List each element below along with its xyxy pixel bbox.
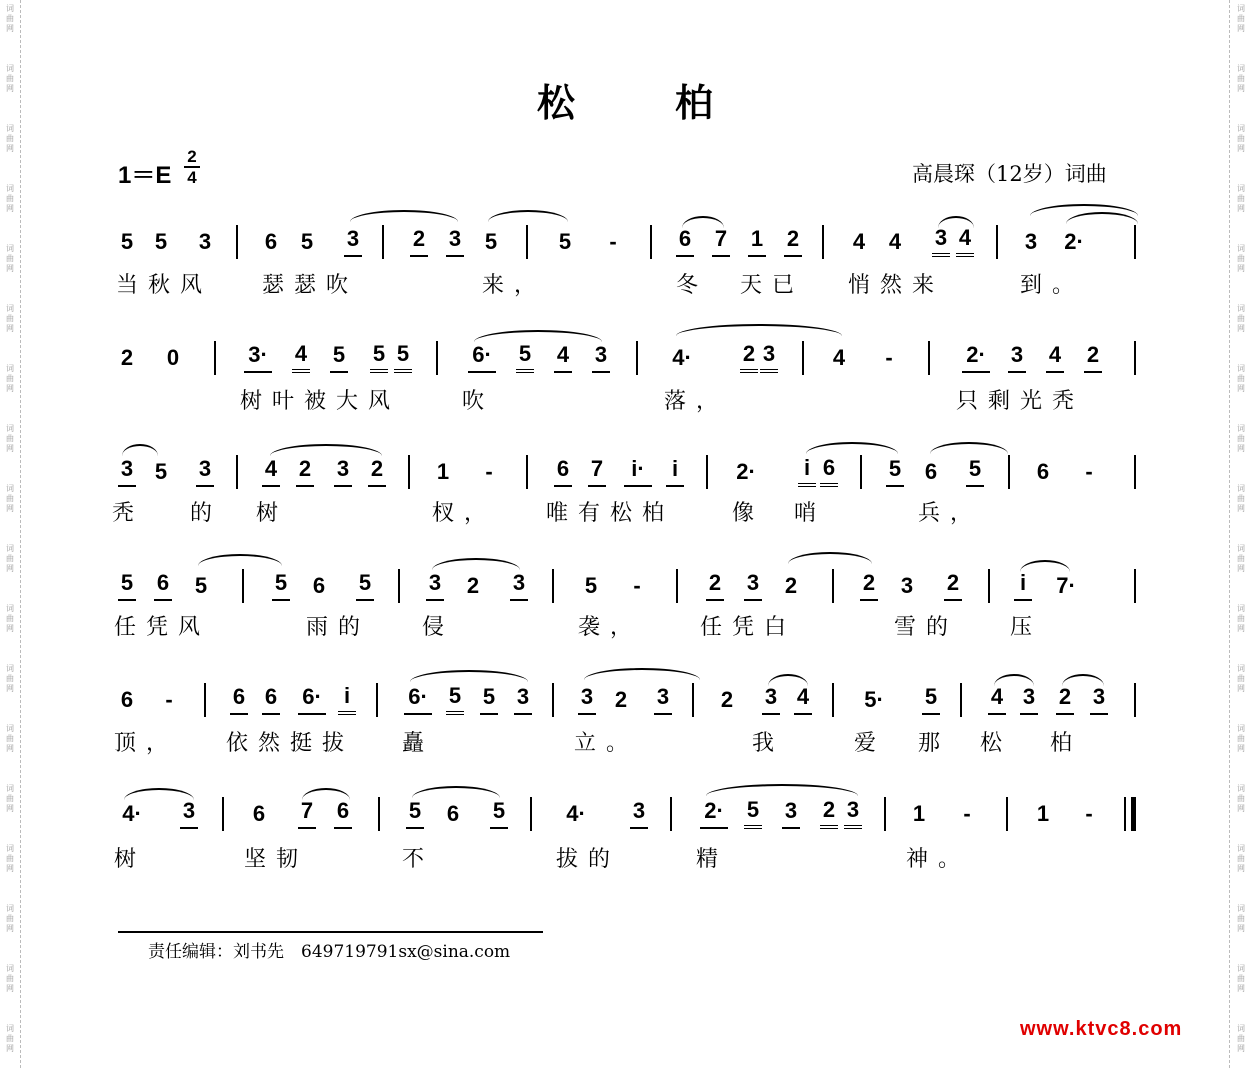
score-row-3 xyxy=(0,452,1250,492)
barline xyxy=(552,683,554,717)
note: 7 xyxy=(298,794,316,829)
lyric: 的 xyxy=(190,501,223,526)
barline xyxy=(382,225,384,259)
note: 5 xyxy=(154,229,168,254)
note: 2 xyxy=(740,338,758,373)
time-signature-bottom: 4 xyxy=(187,168,197,187)
note: 4 xyxy=(832,345,846,370)
watermark-glyphs: 词 曲 网 xyxy=(1237,904,1245,933)
note: 2 xyxy=(1084,338,1102,373)
lyric: 不 xyxy=(402,847,435,872)
note: 0 xyxy=(166,345,180,370)
watermark-glyphs: 词 曲 网 xyxy=(1237,4,1245,33)
watermark-glyphs: 词 曲 网 xyxy=(6,844,14,873)
barline xyxy=(650,225,652,259)
barline xyxy=(1134,341,1136,375)
note: 3· xyxy=(244,338,272,373)
note: 5 xyxy=(330,338,348,373)
watermark-glyphs: 词 曲 网 xyxy=(6,124,14,153)
note: 5 xyxy=(446,680,464,715)
note: 4 xyxy=(988,680,1006,715)
note: - xyxy=(963,801,971,826)
note: 3 xyxy=(426,566,444,601)
final-barline xyxy=(1131,797,1136,831)
note: 5 xyxy=(194,573,208,598)
barline xyxy=(960,683,962,717)
note: 6 xyxy=(264,229,278,254)
barline xyxy=(832,683,834,717)
score-row-4 xyxy=(0,566,1250,606)
slur xyxy=(302,788,350,800)
lyric: 精 xyxy=(696,847,729,872)
slur xyxy=(930,442,1008,454)
barline xyxy=(378,797,380,831)
note: 5 xyxy=(356,566,374,601)
note: 6 xyxy=(262,680,280,715)
lyric: 只剩光秃 xyxy=(956,389,1085,414)
note: 2 xyxy=(784,222,802,257)
note: 3 xyxy=(180,794,198,829)
note: 6 xyxy=(820,452,838,487)
note: 5 xyxy=(922,680,940,715)
note: 3 xyxy=(446,222,464,257)
score-row-6 xyxy=(0,794,1250,834)
lyric-row-4 xyxy=(0,610,1250,640)
slur xyxy=(122,444,158,456)
note: i xyxy=(798,452,816,487)
barline xyxy=(204,683,206,717)
note: 5 xyxy=(886,452,904,487)
lyric: 任凭白 xyxy=(700,615,797,640)
slur xyxy=(1062,674,1104,686)
lyric: 来， xyxy=(482,273,547,298)
watermark-glyphs: 词 曲 网 xyxy=(1237,124,1245,153)
note: 3 xyxy=(334,452,352,487)
note: 2 xyxy=(368,452,386,487)
watermark-glyphs: 词 曲 网 xyxy=(6,184,14,213)
barline xyxy=(692,683,694,717)
note: 5 xyxy=(490,794,508,829)
note: - xyxy=(1085,459,1093,484)
barline xyxy=(884,797,886,831)
note: i xyxy=(338,680,356,715)
note: 5 xyxy=(966,452,984,487)
lyric: 松 xyxy=(980,731,1013,756)
note: 3 xyxy=(900,573,914,598)
lyric-row-3 xyxy=(0,496,1250,526)
note: 7 xyxy=(588,452,606,487)
note: 5 xyxy=(300,229,314,254)
score-row-5 xyxy=(0,680,1250,720)
note: 4· xyxy=(672,345,692,370)
note: 2· xyxy=(1064,229,1084,254)
slur xyxy=(938,216,974,228)
note: 3 xyxy=(654,680,672,715)
note: 3 xyxy=(1090,680,1108,715)
watermark-glyphs: 词 曲 网 xyxy=(6,244,14,273)
lyric: 立。 xyxy=(574,731,639,756)
note: - xyxy=(885,345,893,370)
note: 6 xyxy=(334,794,352,829)
note: 3 xyxy=(196,452,214,487)
note: 4 xyxy=(852,229,866,254)
right-watermark-strip xyxy=(1229,0,1250,1068)
watermark-glyphs: 词 曲 网 xyxy=(1237,724,1245,753)
barline xyxy=(802,341,804,375)
note: 3 xyxy=(118,452,136,487)
lyric: 雨的 xyxy=(306,615,371,640)
watermark-glyphs: 词 曲 网 xyxy=(1237,784,1245,813)
barline xyxy=(1134,455,1136,489)
slur xyxy=(432,558,520,570)
watermark-glyphs: 词 曲 网 xyxy=(1237,484,1245,513)
watermark-glyphs: 词 曲 网 xyxy=(1237,244,1245,273)
lyric: 坚韧 xyxy=(244,847,309,872)
watermark-glyphs: 词 曲 网 xyxy=(6,784,14,813)
barline xyxy=(526,455,528,489)
note: 3 xyxy=(782,794,800,829)
lyric-row-1 xyxy=(0,268,1250,298)
note: 1 xyxy=(912,801,926,826)
slur xyxy=(488,210,568,222)
barline xyxy=(398,569,400,603)
note: 5 xyxy=(118,566,136,601)
note: 2 xyxy=(410,222,428,257)
slur xyxy=(198,554,282,566)
lyric: 当秋风 xyxy=(116,273,213,298)
time-signature xyxy=(184,148,200,186)
note: 3 xyxy=(344,222,362,257)
watermark-glyphs: 词 曲 网 xyxy=(6,364,14,393)
watermark-glyphs: 词 曲 网 xyxy=(1237,604,1245,633)
note: 3 xyxy=(578,680,596,715)
barline xyxy=(552,569,554,603)
lyric: 到。 xyxy=(1020,273,1085,298)
note: 5 xyxy=(154,459,168,484)
song-title: 松柏 xyxy=(536,80,813,125)
barline xyxy=(676,569,678,603)
barline xyxy=(530,797,532,831)
lyric: 树 xyxy=(114,847,147,872)
watermark-glyphs: 词 曲 网 xyxy=(6,904,14,933)
note: 6 xyxy=(446,801,460,826)
note: 2 xyxy=(784,573,798,598)
note: 3 xyxy=(592,338,610,373)
note: 6· xyxy=(298,680,326,715)
note: 3 xyxy=(198,229,212,254)
slur xyxy=(410,670,528,682)
watermark-glyphs: 词 曲 网 xyxy=(6,484,14,513)
note: 2· xyxy=(700,794,728,829)
note: 7 xyxy=(712,222,730,257)
note: 5 xyxy=(120,229,134,254)
note: 5· xyxy=(864,687,884,712)
slur xyxy=(270,444,382,456)
slur xyxy=(1020,560,1070,572)
note: 2 xyxy=(706,566,724,601)
barline xyxy=(214,341,216,375)
slur xyxy=(474,330,602,342)
slur xyxy=(788,552,872,564)
barline xyxy=(822,225,824,259)
left-watermark-strip xyxy=(0,0,21,1068)
slur xyxy=(676,324,842,336)
note: 2 xyxy=(466,573,480,598)
note: 3 xyxy=(510,566,528,601)
slur xyxy=(994,674,1034,686)
watermark-glyphs: 词 曲 网 xyxy=(6,4,14,33)
lyric: 吹 xyxy=(462,389,495,414)
note: 3 xyxy=(1008,338,1026,373)
note: 7· xyxy=(1056,573,1076,598)
note: 2 xyxy=(944,566,962,601)
barline xyxy=(1124,797,1126,831)
barline xyxy=(1134,225,1136,259)
watermark-glyphs: 词 曲 网 xyxy=(1237,1024,1245,1053)
lyric: 那 xyxy=(918,731,951,756)
note: - xyxy=(1085,801,1093,826)
author-credit: 高晨琛（12岁）词曲 xyxy=(912,162,1107,186)
watermark-glyphs: 词 曲 网 xyxy=(1237,844,1245,873)
note: i xyxy=(1014,566,1032,601)
lyric: 唯有松柏 xyxy=(546,501,675,526)
note: 3 xyxy=(1020,680,1038,715)
slur xyxy=(124,788,194,800)
note: 6· xyxy=(404,680,432,715)
barline xyxy=(988,569,990,603)
barline xyxy=(832,569,834,603)
note: 2 xyxy=(820,794,838,829)
note: 4 xyxy=(554,338,572,373)
note: 6 xyxy=(312,573,326,598)
watermark-glyphs: 词 曲 网 xyxy=(6,304,14,333)
note: 1 xyxy=(748,222,766,257)
note: 3 xyxy=(844,794,862,829)
note: 4· xyxy=(122,801,142,826)
note: 5 xyxy=(370,338,388,373)
note: 2 xyxy=(296,452,314,487)
note: 2· xyxy=(962,338,990,373)
watermark-glyphs: 词 曲 网 xyxy=(1237,964,1245,993)
barline xyxy=(436,341,438,375)
note: i· xyxy=(624,452,652,487)
lyric: 依然挺拔 xyxy=(226,731,355,756)
lyric: 秃 xyxy=(112,501,145,526)
barline xyxy=(1134,569,1136,603)
note: 5 xyxy=(484,229,498,254)
note: 6 xyxy=(230,680,248,715)
lyric: 冬 xyxy=(676,273,709,298)
barline xyxy=(236,455,238,489)
note: - xyxy=(633,573,641,598)
note: 4 xyxy=(794,680,812,715)
lyric: 顶， xyxy=(114,731,179,756)
watermark-glyphs: 词 曲 网 xyxy=(6,664,14,693)
lyric: 任凭风 xyxy=(114,615,211,640)
note: 6 xyxy=(924,459,938,484)
watermark-glyphs: 词 曲 网 xyxy=(6,1024,14,1053)
watermark-glyphs: 词 曲 网 xyxy=(6,724,14,753)
score-row-1 xyxy=(0,222,1250,262)
slur xyxy=(412,786,500,798)
note: 5 xyxy=(584,573,598,598)
note: 4 xyxy=(888,229,902,254)
barline xyxy=(1006,797,1008,831)
watermark-glyphs: 词 曲 网 xyxy=(6,604,14,633)
lyric: 神。 xyxy=(906,847,971,872)
note: 5 xyxy=(558,229,572,254)
barline xyxy=(928,341,930,375)
note: 2 xyxy=(720,687,734,712)
note: 6 xyxy=(154,566,172,601)
watermark-glyphs: 词 曲 网 xyxy=(1237,304,1245,333)
slur xyxy=(350,210,458,222)
lyric: 拔的 xyxy=(556,847,621,872)
barline xyxy=(408,455,410,489)
lyric: 我 xyxy=(752,731,785,756)
lyric: 侵 xyxy=(422,615,455,640)
lyric: 悄然来 xyxy=(848,273,945,298)
barline xyxy=(706,455,708,489)
slur xyxy=(682,216,724,228)
note: 3 xyxy=(1024,229,1038,254)
note: 5 xyxy=(744,794,762,829)
note: - xyxy=(609,229,617,254)
barline xyxy=(222,797,224,831)
lyric: 树 xyxy=(256,501,289,526)
barline xyxy=(242,569,244,603)
note: 2 xyxy=(120,345,134,370)
slur xyxy=(706,784,858,796)
slur xyxy=(768,674,808,686)
barline xyxy=(526,225,528,259)
barline xyxy=(860,455,862,489)
note: 4 xyxy=(956,222,974,257)
watermark-glyphs: 词 曲 网 xyxy=(1237,64,1245,93)
lyric: 哨 xyxy=(794,501,827,526)
note: 2 xyxy=(1056,680,1074,715)
barline xyxy=(1134,683,1136,717)
note: 3 xyxy=(744,566,762,601)
note: 1 xyxy=(436,459,450,484)
lyric: 压 xyxy=(1010,615,1043,640)
note: 6 xyxy=(252,801,266,826)
key-signature: 1＝E xyxy=(118,162,172,189)
note: 4 xyxy=(292,338,310,373)
watermark-glyphs: 词 曲 网 xyxy=(6,64,14,93)
watermark-glyphs: 词 曲 网 xyxy=(1237,424,1245,453)
watermark-glyphs: 词 曲 网 xyxy=(6,544,14,573)
note: 5 xyxy=(394,338,412,373)
note: 6 xyxy=(1036,459,1050,484)
note: 4· xyxy=(566,801,586,826)
watermark-glyphs: 词 曲 网 xyxy=(1237,664,1245,693)
lyric: 爱 xyxy=(854,731,887,756)
lyric-row-2 xyxy=(0,384,1250,414)
lyric: 瑟瑟吹 xyxy=(262,273,359,298)
footer-divider xyxy=(118,931,543,933)
note: - xyxy=(165,687,173,712)
note: 3 xyxy=(630,794,648,829)
barline xyxy=(1008,455,1010,489)
note: 6· xyxy=(468,338,496,373)
note: 3 xyxy=(762,680,780,715)
note: 5 xyxy=(406,794,424,829)
lyric: 落， xyxy=(664,389,729,414)
lyric: 矗 xyxy=(402,731,435,756)
note: 3 xyxy=(514,680,532,715)
note: - xyxy=(485,459,493,484)
note: 6 xyxy=(120,687,134,712)
site-watermark: www.ktvc8.com xyxy=(1020,1018,1183,1040)
lyric: 天已 xyxy=(740,273,805,298)
note: 3 xyxy=(932,222,950,257)
note: 4 xyxy=(262,452,280,487)
watermark-glyphs: 词 曲 网 xyxy=(1237,184,1245,213)
score-row-2 xyxy=(0,338,1250,378)
lyric: 像 xyxy=(732,501,765,526)
slur xyxy=(806,442,898,454)
lyric: 柏 xyxy=(1050,731,1083,756)
barline xyxy=(376,683,378,717)
note: i xyxy=(666,452,684,487)
note: 2 xyxy=(860,566,878,601)
note: 6 xyxy=(554,452,572,487)
note: 2 xyxy=(614,687,628,712)
watermark-glyphs: 词 曲 网 xyxy=(6,964,14,993)
note: 4 xyxy=(1046,338,1064,373)
barline xyxy=(996,225,998,259)
note: 3 xyxy=(760,338,778,373)
barline xyxy=(236,225,238,259)
time-signature-top: 2 xyxy=(187,147,197,166)
note: 1 xyxy=(1036,801,1050,826)
note: 6 xyxy=(676,222,694,257)
lyric: 树叶被大风 xyxy=(240,389,401,414)
lyric: 袭， xyxy=(578,615,643,640)
lyric-row-6 xyxy=(0,842,1250,872)
lyric: 杈， xyxy=(432,501,497,526)
editor-credit: 责任编辑：刘书先 649719791sx@sina.com xyxy=(148,942,511,962)
lyric: 雪的 xyxy=(894,615,959,640)
barline xyxy=(670,797,672,831)
note: 2· xyxy=(736,459,756,484)
note: 5 xyxy=(516,338,534,373)
watermark-glyphs: 词 曲 网 xyxy=(6,424,14,453)
barline xyxy=(636,341,638,375)
watermark-glyphs: 词 曲 网 xyxy=(1237,544,1245,573)
slur xyxy=(584,668,700,680)
lyric-row-5 xyxy=(0,726,1250,756)
note: 5 xyxy=(480,680,498,715)
watermark-glyphs: 词 曲 网 xyxy=(1237,364,1245,393)
lyric: 兵， xyxy=(918,501,983,526)
note: 5 xyxy=(272,566,290,601)
